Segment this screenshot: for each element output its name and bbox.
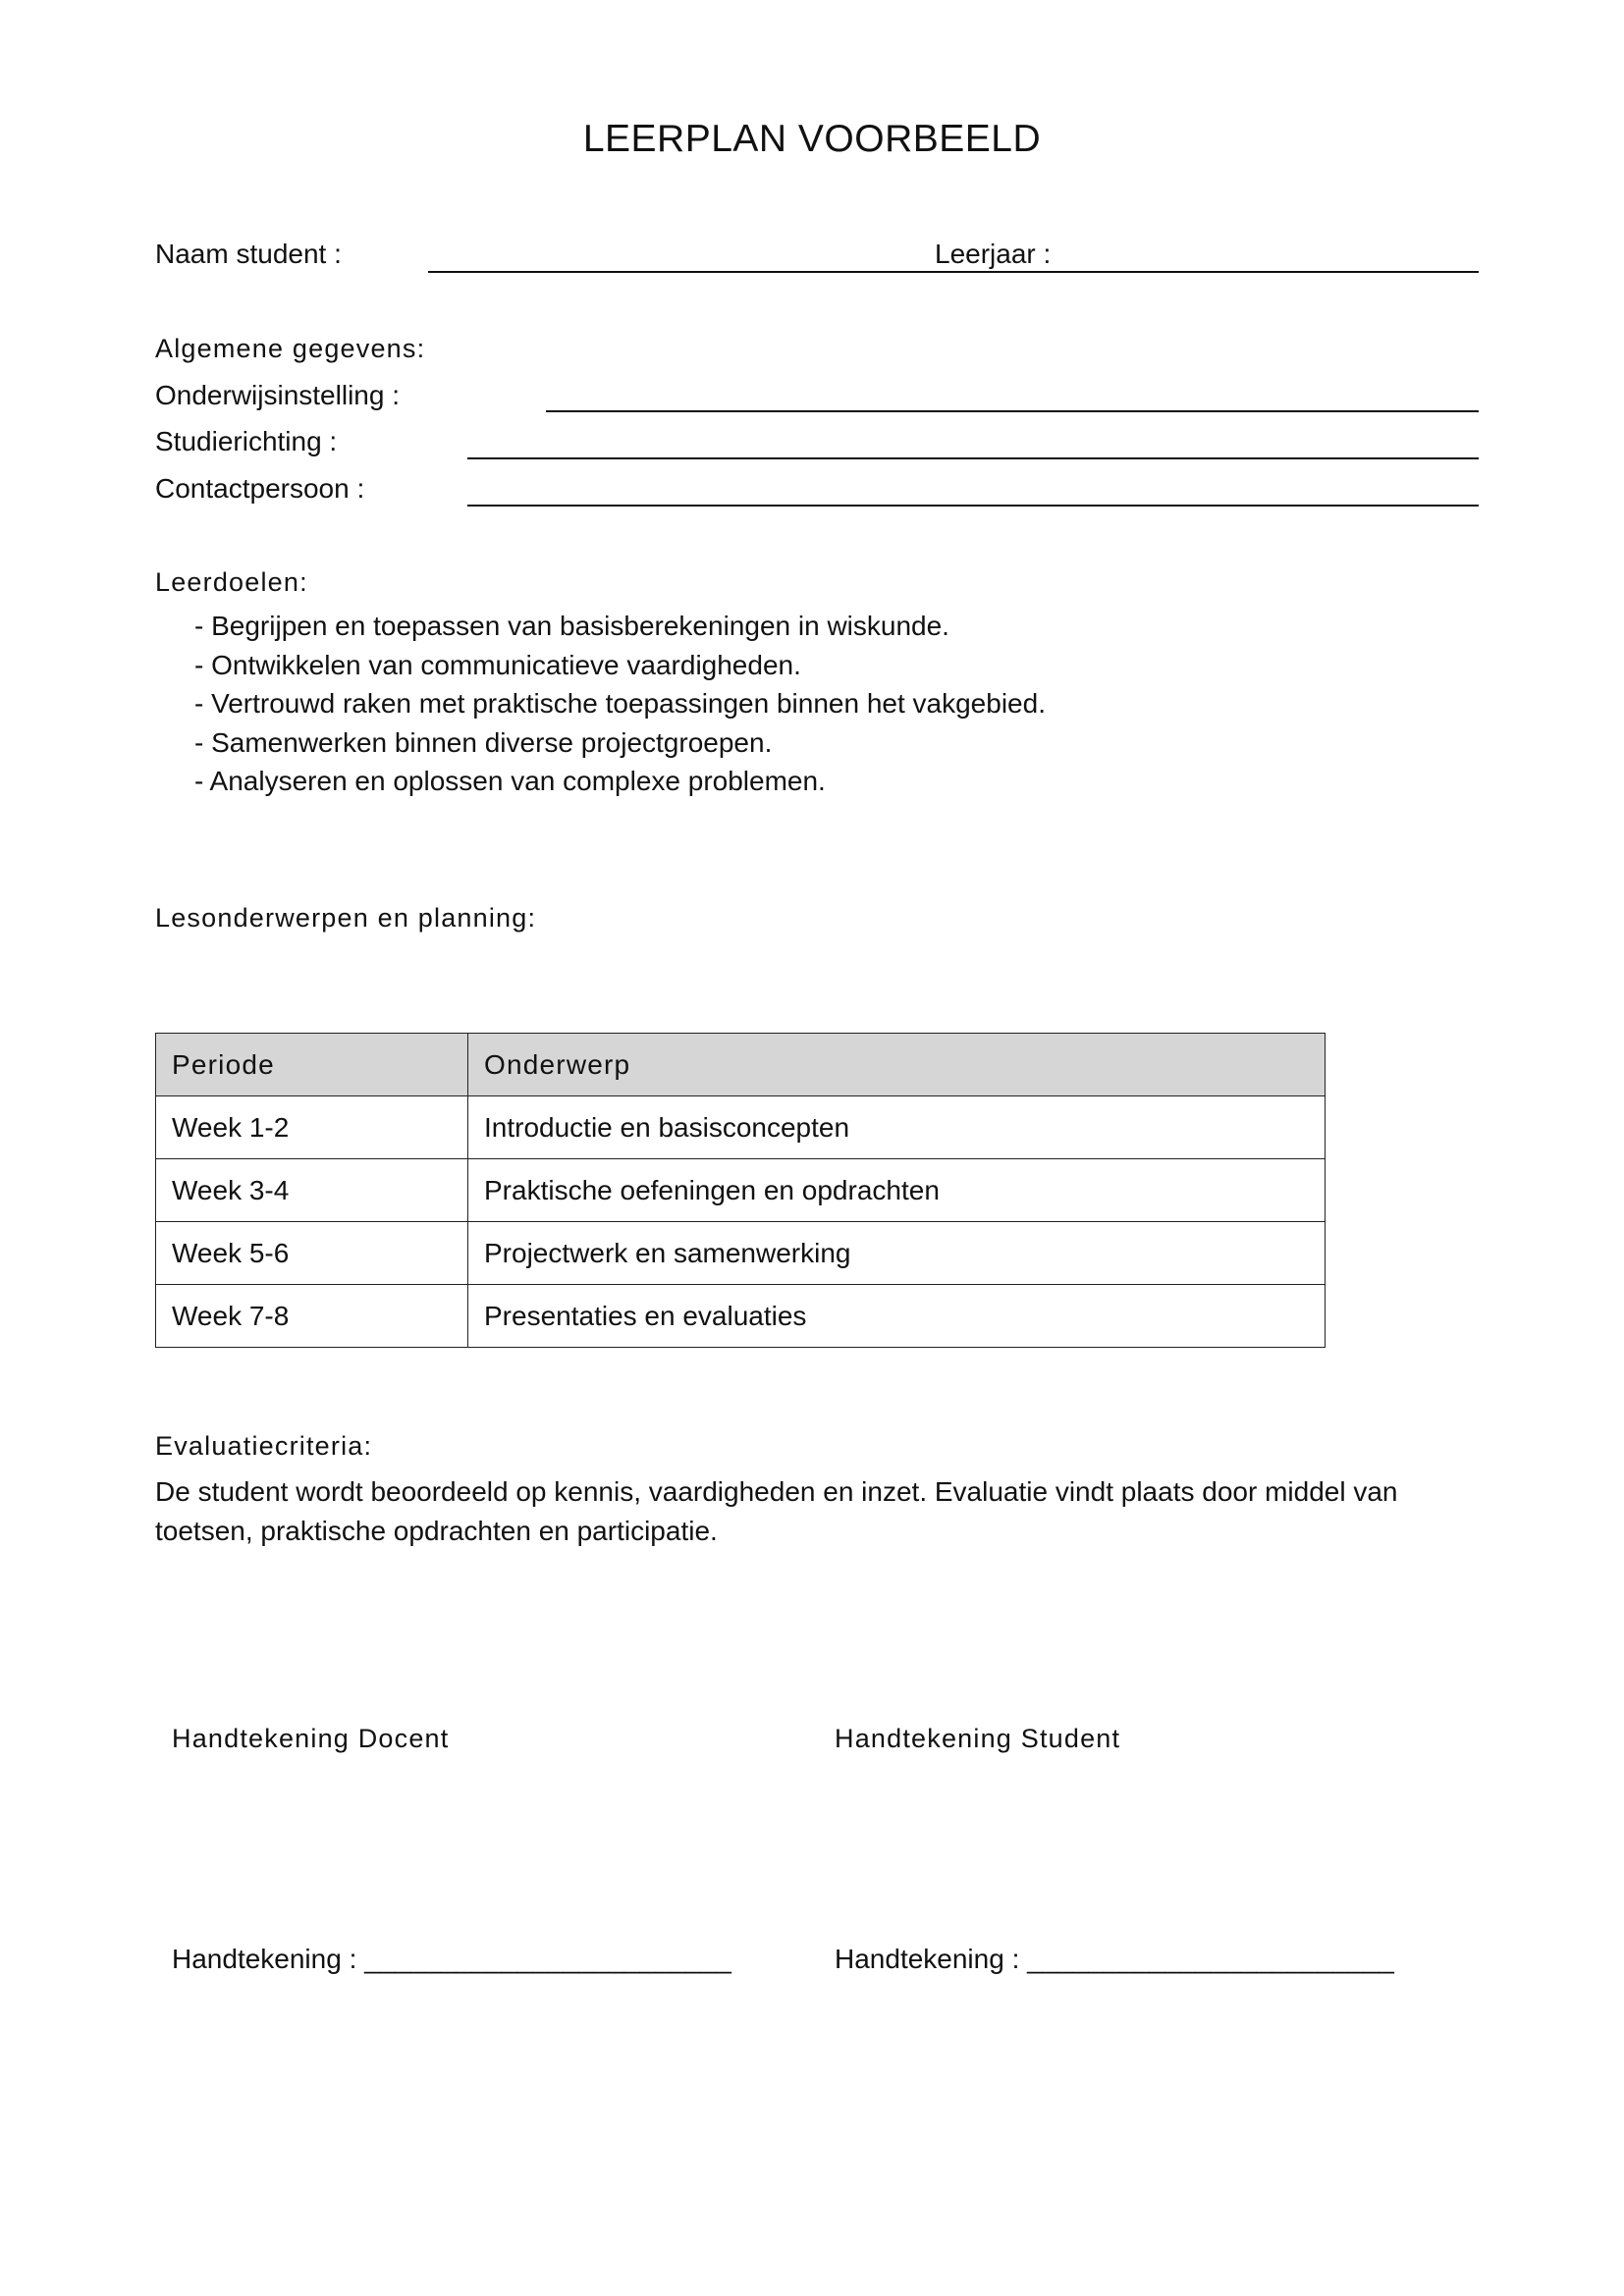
subject-cell: Presentaties en evaluaties — [468, 1285, 1326, 1348]
list-item: - Samenwerken binnen diverse projectgroepen. — [194, 726, 773, 758]
student-signature-heading: Handtekening Student — [835, 1724, 1121, 1753]
contact-line[interactable] — [467, 505, 1479, 507]
planning-heading: Lesonderwerpen en planning: — [155, 903, 537, 933]
period-cell: Week 3-4 — [156, 1159, 468, 1222]
planning-table — [155, 1033, 1326, 1348]
column-header-period: Periode — [156, 1034, 468, 1096]
period-cell: Week 7-8 — [156, 1285, 468, 1348]
subject-cell: Introductie en basisconcepten — [468, 1096, 1326, 1159]
contact-label: Contactpersoon : — [155, 473, 365, 504]
column-header-subject: Onderwerp — [468, 1034, 1326, 1096]
table-row — [156, 1159, 1326, 1222]
general-heading: Algemene gegevens: — [155, 334, 426, 363]
table-row — [156, 1096, 1326, 1159]
teacher-signature-field[interactable]: Handtekening : ________________________ — [172, 1944, 731, 1974]
student-signature-field[interactable]: Handtekening : ________________________ — [835, 1944, 1394, 1974]
page-title: LEERPLAN VOORBEELD — [582, 118, 1042, 160]
student-name-line[interactable] — [428, 271, 1479, 273]
study-line[interactable] — [467, 457, 1479, 459]
institution-line[interactable] — [546, 410, 1479, 412]
student-year-label: Leerjaar : — [935, 239, 1052, 269]
evaluation-text: De student wordt beoordeeld op kennis, vaardigheden en inzet. Evaluatie vindt plaats door middel van toetsen, praktische opdrachten en participatie. — [155, 1476, 1398, 1546]
institution-label: Onderwijsinstelling : — [155, 380, 400, 410]
table-header-row — [156, 1034, 1326, 1096]
list-item: - Ontwikkelen van communicatieve vaardigheden. — [194, 649, 801, 680]
period-cell: Week 1-2 — [156, 1096, 468, 1159]
study-label: Studierichting : — [155, 426, 338, 456]
evaluation-heading: Evaluatiecriteria: — [155, 1431, 373, 1461]
list-item: - Vertrouwd raken met praktische toepassingen binnen het vakgebied. — [194, 688, 1046, 719]
list-item: - Analyseren en oplossen van complexe problemen. — [194, 766, 826, 796]
subject-cell: Projectwerk en samenwerking — [468, 1222, 1326, 1285]
goals-heading: Leerdoelen: — [155, 567, 308, 597]
period-cell: Week 5-6 — [156, 1222, 468, 1285]
table-row — [156, 1222, 1326, 1285]
subject-cell: Praktische oefeningen en opdrachten — [468, 1159, 1326, 1222]
teacher-signature-heading: Handtekening Docent — [172, 1724, 450, 1753]
goals-list — [194, 607, 1046, 801]
list-item: - Begrijpen en toepassen van basisberekeningen in wiskunde. — [194, 611, 949, 641]
student-name-label: Naam student : — [155, 239, 342, 269]
table-row — [156, 1285, 1326, 1348]
